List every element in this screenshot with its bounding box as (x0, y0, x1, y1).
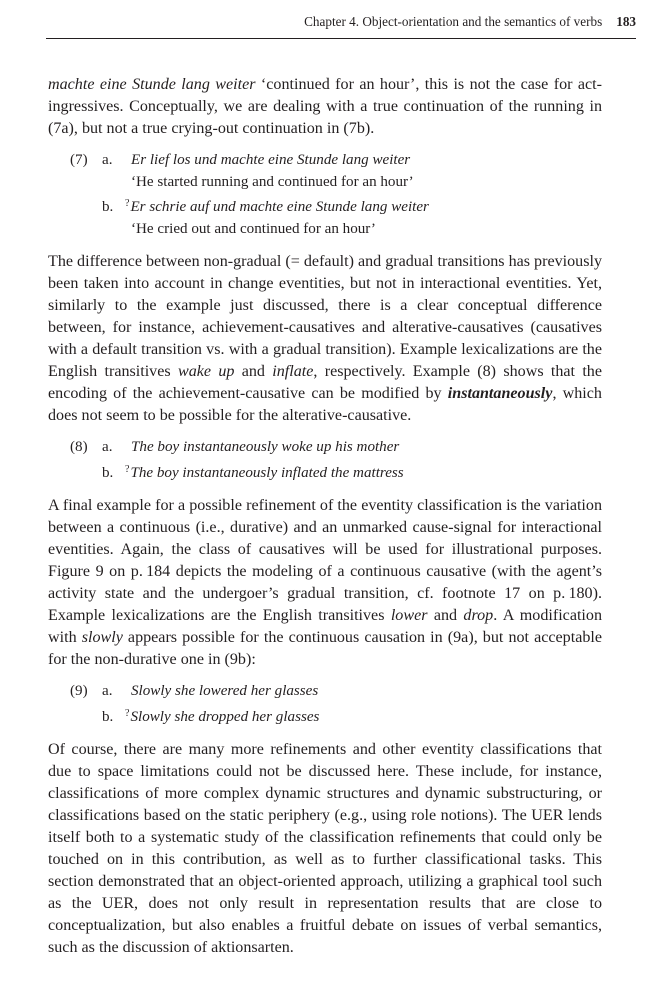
running-title: Chapter 4. Object-orientation and the semantics of verbs (304, 14, 603, 29)
german-phrase: machte eine Stunde lang weiter (48, 76, 256, 93)
example-7b (48, 193, 602, 219)
paragraph-text: . A modification with (48, 607, 602, 646)
term-instantaneously: instantaneously (447, 385, 553, 402)
example-sentence: Slowly she lowered her glasses (131, 683, 319, 699)
example-8b (48, 459, 602, 485)
example-9a (48, 681, 602, 703)
paragraph-continuous-causation (48, 495, 602, 671)
example-sentence: The boy instantaneously woke up his mother (131, 439, 400, 455)
example-gloss: ‘He cried out and continued for an hour’ (131, 220, 376, 237)
example-7a (48, 150, 602, 172)
questionable-mark: ? (125, 707, 130, 719)
running-head (46, 12, 636, 39)
example-letter: b. (102, 708, 114, 725)
page-body (48, 74, 602, 959)
example-gloss: ‘He started running and continued for an hour’ (131, 173, 414, 190)
paragraph-conclusion: Of course, there are many more refinements and other eventity classifications that due to space limitations could not be discussed here. These include, for instance, classifications of more complex dynamic structures and dynamic substructuring, or classifications based on the static periphery (e.g., using role notions). The UER lends itself both to a systematic study of the classification refinements that could only be touched on in this contribution, as well as to further classificational tasks. This section demonstrated that an object-oriented approach, utilizing a graphical tool such as the UER, does not only result in representation results that are close to conceptualization, but also enables a fruitful debate on issues of verbal semantics, such as the discussion of aktionsarten. (48, 741, 602, 956)
questionable-mark: ? (125, 198, 130, 209)
paragraph-text: A final example for a possible refinement of the eventity classification is the variation between a continuous (i.e., durative) and an unmarked cause-signal for interactional eventities. Again, the class of causatives will be used for illustrational purposes. Figure 9 on p. 184 depicts the modeling of a continuous causative (with the agent’s activity state and the undergoer’s gradual transition, cf. footnote 17 on p. 180). Example lexicalizations are the English transitives (48, 497, 602, 624)
paragraph-text: , which does not seem to be possible for the alterative-causative. (48, 385, 602, 424)
page-number: 183 (616, 14, 636, 29)
questionable-mark: ? (125, 463, 130, 475)
example-sentence: Er lief los und machte eine Stunde lang weiter (131, 152, 411, 168)
paragraph-text: and (427, 607, 464, 624)
paragraph-text: The difference between non-gradual (= default) and gradual transitions has previously been taken into account in change eventities, but not in interactional eventities. Yet, similarly to the example just discussed, there is a clear conceptual difference between, for instance, achievement-causatives and alterative-causatives (causatives with a default transition vs. with a gradual transition). Example lexicalizations are the English transitives (48, 253, 602, 380)
example-9b (48, 703, 602, 729)
example-letter: a. (102, 683, 113, 699)
paragraph-continuation (48, 74, 602, 140)
example-8 (48, 437, 602, 484)
paragraph-text: , respectively. Example (8) shows that the encoding of the achievement-causative can be modified by (48, 363, 602, 402)
term-slowly: slowly (81, 629, 123, 646)
example-letter: b. (102, 199, 114, 215)
example-letter: a. (102, 439, 113, 455)
paragraph-text: appears possible for the continuous causation in (9a), but not acceptable for the non-durative one in (9b): (48, 629, 602, 668)
example-letter: a. (102, 152, 113, 168)
example-number: (8) (70, 439, 88, 455)
example-sentence: Slowly she dropped her glasses (130, 708, 320, 725)
example-sentence: The boy instantaneously inflated the mattress (130, 464, 404, 481)
paragraph-text: and (234, 363, 273, 380)
term-drop: drop (463, 607, 494, 624)
example-letter: b. (102, 464, 114, 481)
example-7 (48, 150, 602, 240)
example-number: (9) (70, 683, 88, 699)
term-inflate: inflate (272, 363, 314, 380)
example-8a (48, 437, 602, 459)
paragraph-text: ‘continued for an hour’, this is not the case for act-ingressives. Conceptually, we are dealing with a true continuation of the running in (7a), but not a true crying-out continuation in (7b). (48, 76, 602, 137)
example-number: (7) (70, 152, 88, 168)
term-wake-up: wake up (177, 363, 235, 380)
example-9 (48, 681, 602, 728)
term-lower: lower (390, 607, 428, 624)
example-sentence: Er schrie auf und machte eine Stunde lang weiter (130, 199, 429, 215)
paragraph-gradual-transitions (48, 251, 602, 427)
